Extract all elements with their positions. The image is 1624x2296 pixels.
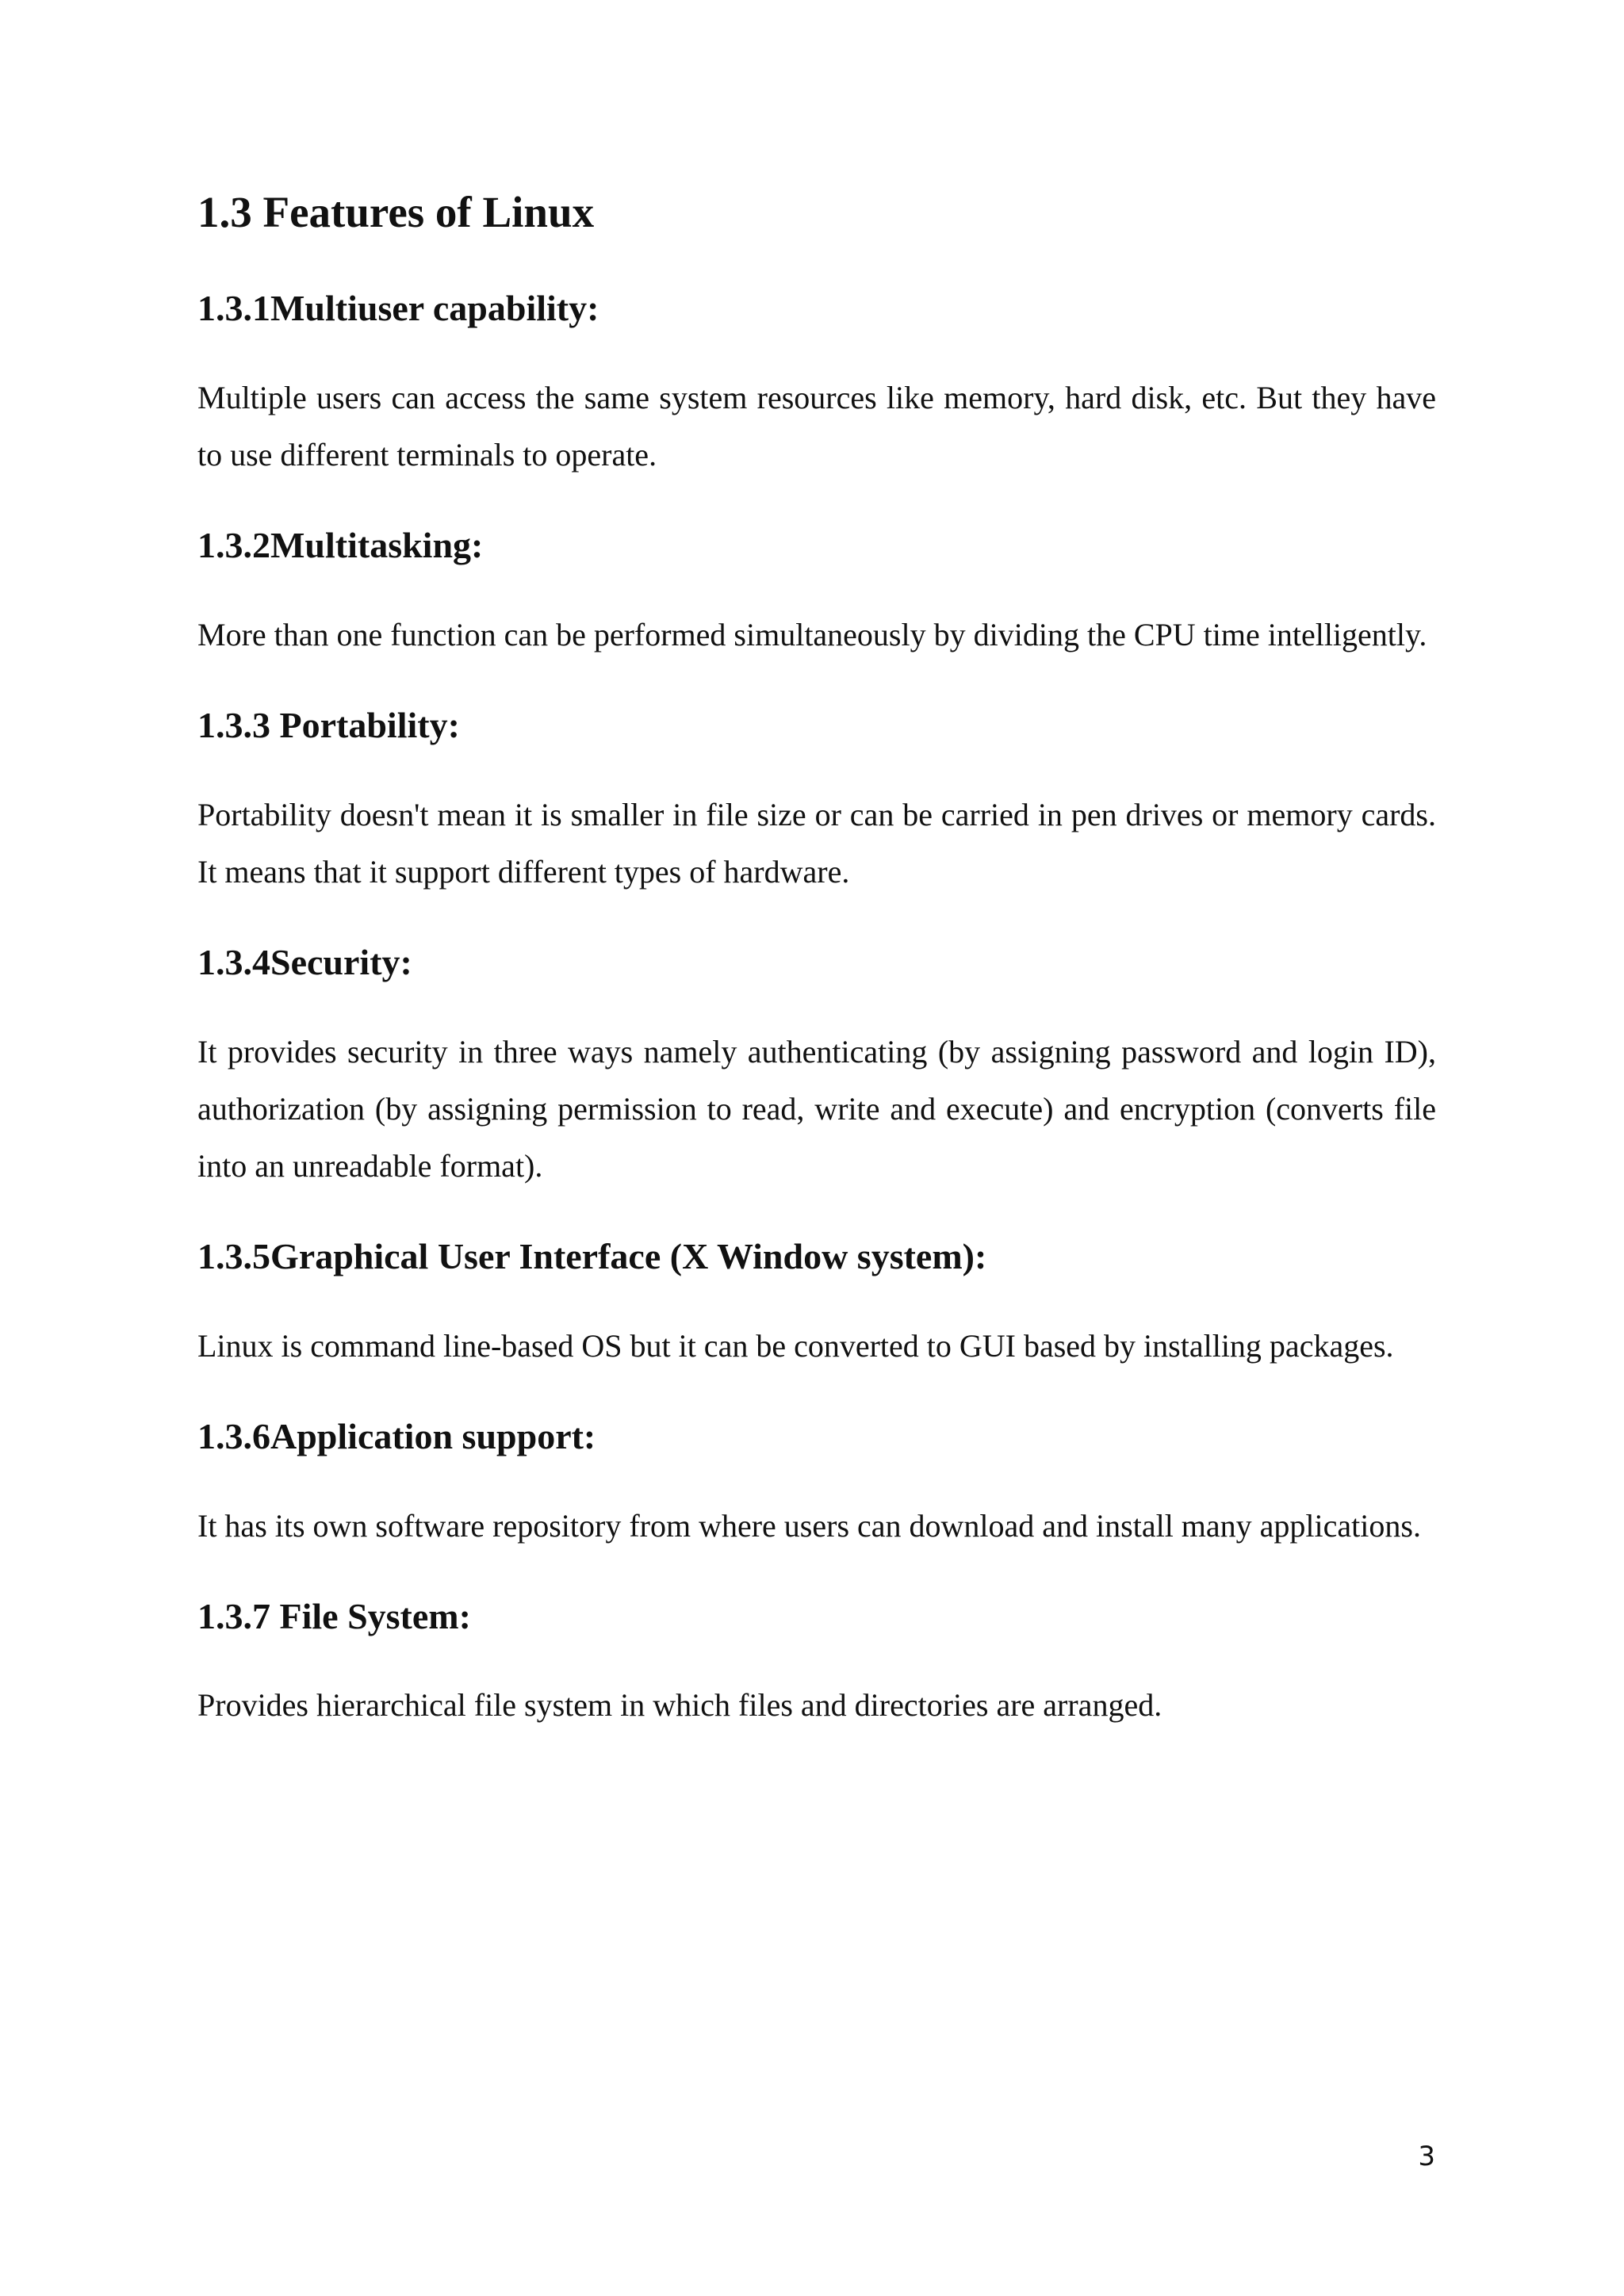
page-number: 3 (1418, 2141, 1435, 2172)
subsection-portability (197, 705, 1436, 901)
subsection-gui (197, 1236, 1436, 1375)
subsection-body: More than one function can be performed simultaneously by dividing the CPU time intelligently. (197, 617, 1427, 653)
subsection-title: 1.3.7 File System: (197, 1595, 471, 1636)
page-content (197, 187, 1436, 1775)
subsection-title: 1.3.3 Portability: (197, 705, 460, 746)
subsection-file-system (197, 1596, 1436, 1735)
section-title: 1.3 Features of Linux (197, 188, 595, 236)
subsection-title: 1.3.2Multitasking: (197, 525, 484, 566)
subsection-title: 1.3.1Multiuser capability: (197, 288, 599, 329)
subsection-title: 1.3.6Application support: (197, 1415, 596, 1456)
subsection-application-support (197, 1416, 1436, 1555)
subsection-body: Portability doesn't mean it is smaller in file size or can be carried in pen drives or memory cards. It means that it support different types of hardware. (197, 796, 1436, 890)
subsection-body: It provides security in three ways namely authenticating (by assigning password and login ID), authorization (by assigning permission to read, write and execute) and encryption (converts file into an unreadable format). (197, 1033, 1436, 1184)
subsection-body: Linux is command line-based OS but it can be converted to GUI based by installing packages. (197, 1327, 1394, 1364)
subsection-security (197, 942, 1436, 1195)
subsection-title: 1.3.4Security: (197, 941, 412, 982)
subsection-body: It has its own software repository from where users can download and install many applications. (197, 1507, 1421, 1544)
subsection-body: Multiple users can access the same system resources like memory, hard disk, etc. But they have to use different terminals to operate. (197, 380, 1436, 473)
subsection-multiuser (197, 288, 1436, 484)
subsection-title: 1.3.5Graphical User Interface (X Window system): (197, 1235, 987, 1276)
subsection-body: Provides hierarchical file system in which files and directories are arranged. (197, 1687, 1162, 1724)
subsection-multitasking (197, 525, 1436, 664)
